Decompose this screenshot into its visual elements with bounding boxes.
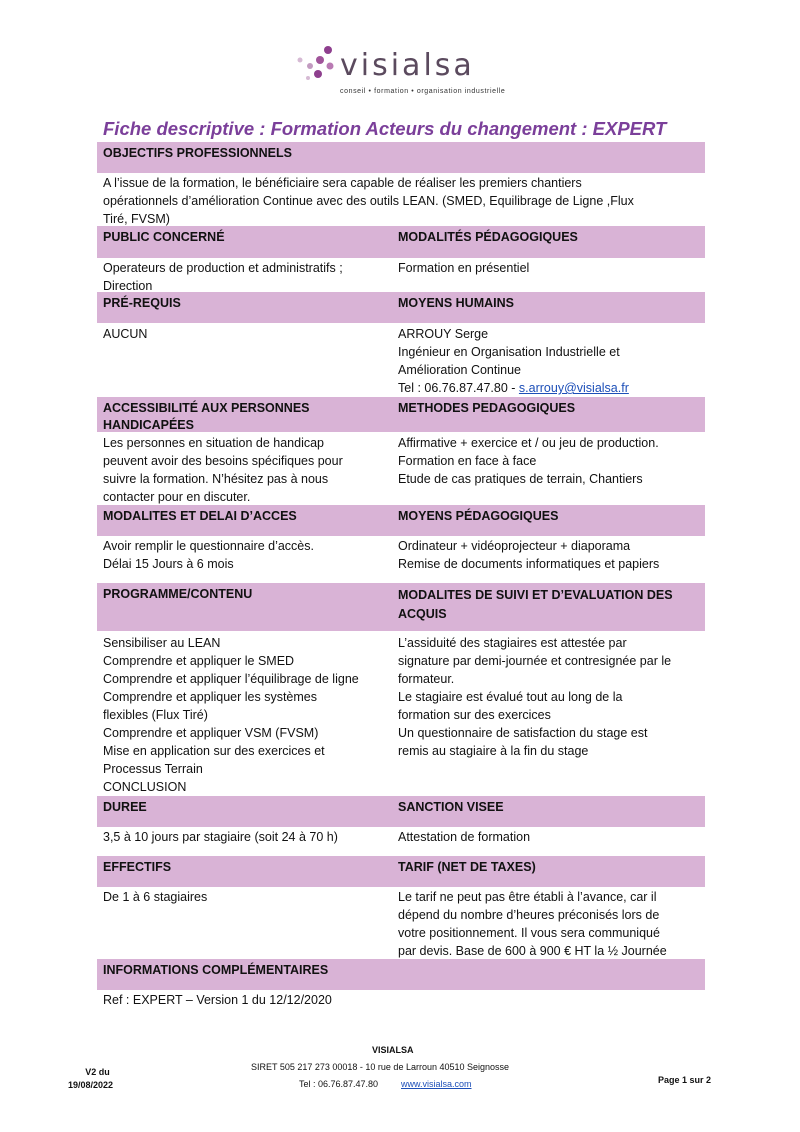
moyens-ped-heading: MOYENS PÉDAGOGIQUES xyxy=(398,509,559,523)
programme-heading: PROGRAMME/CONTENU xyxy=(103,587,253,601)
footer-siret: SIRET 505 217 273 00018 - 10 rue de Larroun 40510 Seignosse xyxy=(251,1062,510,1072)
prerequis-text: AUCUN xyxy=(103,327,148,341)
tarif-text: Le tarif ne peut pas être établi à l’avance, car il dépend du nombre d’heures préconisés lors de votre positionnement. Il vous sera communiqué par devis. Base de 600 à 900 € HT la ½ Journée xyxy=(398,890,667,958)
modalites-text: Formation en présentiel xyxy=(398,261,530,275)
suivi-text: L’assiduité des stagiaires est attestée par signature par demi-journée et contresignée par le formateur. Le stagiaire est évalué tout au long de la formation sur des exercices Un questionnaire de satisfaction du stage est remis au stagiaire à la fin du stage xyxy=(398,636,672,758)
duree-text: 3,5 à 10 jours par stagiaire (soit 24 à 70 h) xyxy=(103,830,338,844)
programme-text: Sensibiliser au LEAN Comprendre et appliquer le SMED Comprendre et appliquer l’équilibrage de ligne Comprendre et appliquer les systèmes flexibles (Flux Tiré) Comprendre et appliquer VSM (FVSM) Mise en application sur des exercices et Processus Terrain CONCLUSION xyxy=(103,636,359,794)
footer-page-number: Page 1 sur 2 xyxy=(658,1075,712,1085)
infos-text: Ref : EXPERT – Version 1 du 12/12/2020 xyxy=(103,993,332,1007)
trainer-phone: Tel : 06.76.87.47.80 - xyxy=(398,381,519,395)
effectifs-text: De 1 à 6 stagiaires xyxy=(103,890,208,904)
footer-phone: Tel : 06.76.87.47.80 xyxy=(299,1079,379,1089)
delai-heading: MODALITES ET DELAI D’ACCES xyxy=(103,509,297,523)
logo-wordmark: visialsa xyxy=(340,48,475,83)
logo-dots-icon xyxy=(296,46,340,86)
modalites-heading: MODALITÉS PÉDAGOGIQUES xyxy=(398,230,578,244)
accessibilite-text: Les personnes en situation de handicap peuvent avoir des besoins spécifiques pour suivre la formation. N’hésitez pas à nous contacter pour en discuter. xyxy=(103,436,343,504)
infos-heading: INFORMATIONS COMPLÉMENTAIRES xyxy=(103,963,329,977)
page-title: Fiche descriptive : Formation Acteurs du changement : EXPERT xyxy=(103,118,667,139)
footer-version: V2 du 19/08/2022 xyxy=(68,1067,114,1090)
objectifs-heading: OBJECTIFS PROFESSIONNELS xyxy=(103,146,292,160)
suivi-heading: MODALITES DE SUIVI ET D’EVALUATION DES ACQUIS xyxy=(398,588,673,621)
methodes-heading: METHODES PEDAGOGIQUES xyxy=(398,401,576,415)
objectifs-text: A l’issue de la formation, le bénéficiaire sera capable de réaliser les premiers chantiers opérationnels d’amélioration Continue avec des outils LEAN. (SMED, Equilibrage de Ligne ,Flux Tiré, FVSM) xyxy=(103,176,634,226)
methodes-text: Affirmative + exercice et / ou jeu de production. Formation en face à face Etude de cas pratiques de terrain, Chantiers xyxy=(398,436,659,486)
accessibilite-heading: ACCESSIBILITÉ AUX PERSONNES HANDICAPÉES xyxy=(103,401,310,432)
moyens-humains-text: ARROUY Serge Ingénieur en Organisation Industrielle et Amélioration Continue Tel : 06.76.87.47.80 - s.arrouy@visialsa.fr xyxy=(398,327,629,395)
duree-heading: DUREE xyxy=(103,800,147,814)
delai-text: Avoir remplir le questionnaire d’accès. Délai 15 Jours à 6 mois xyxy=(103,539,314,571)
visialsa-logo xyxy=(296,44,516,104)
footer-website-link[interactable]: www.visialsa.com xyxy=(401,1079,472,1089)
public-text: Operateurs de production et administratifs ; Direction xyxy=(103,261,343,293)
footer-company: VISIALSA xyxy=(372,1045,414,1055)
tarif-heading: TARIF (NET DE TAXES) xyxy=(398,860,536,874)
logo-tagline: conseil • formation • organisation industrielle xyxy=(340,88,506,95)
effectifs-heading: EFFECTIFS xyxy=(103,860,172,874)
sanction-text: Attestation de formation xyxy=(398,830,531,844)
moyens-ped-text: Ordinateur + vidéoprojecteur + diaporama Remise de documents informatiques et papiers xyxy=(398,539,660,571)
trainer-email-link[interactable]: s.arrouy@visialsa.fr xyxy=(518,381,629,395)
moyens-humains-heading: MOYENS HUMAINS xyxy=(398,296,514,310)
public-heading: PUBLIC CONCERNÉ xyxy=(103,230,225,244)
prerequis-heading: PRÉ-REQUIS xyxy=(103,296,181,310)
sanction-heading: SANCTION VISEE xyxy=(398,800,504,814)
